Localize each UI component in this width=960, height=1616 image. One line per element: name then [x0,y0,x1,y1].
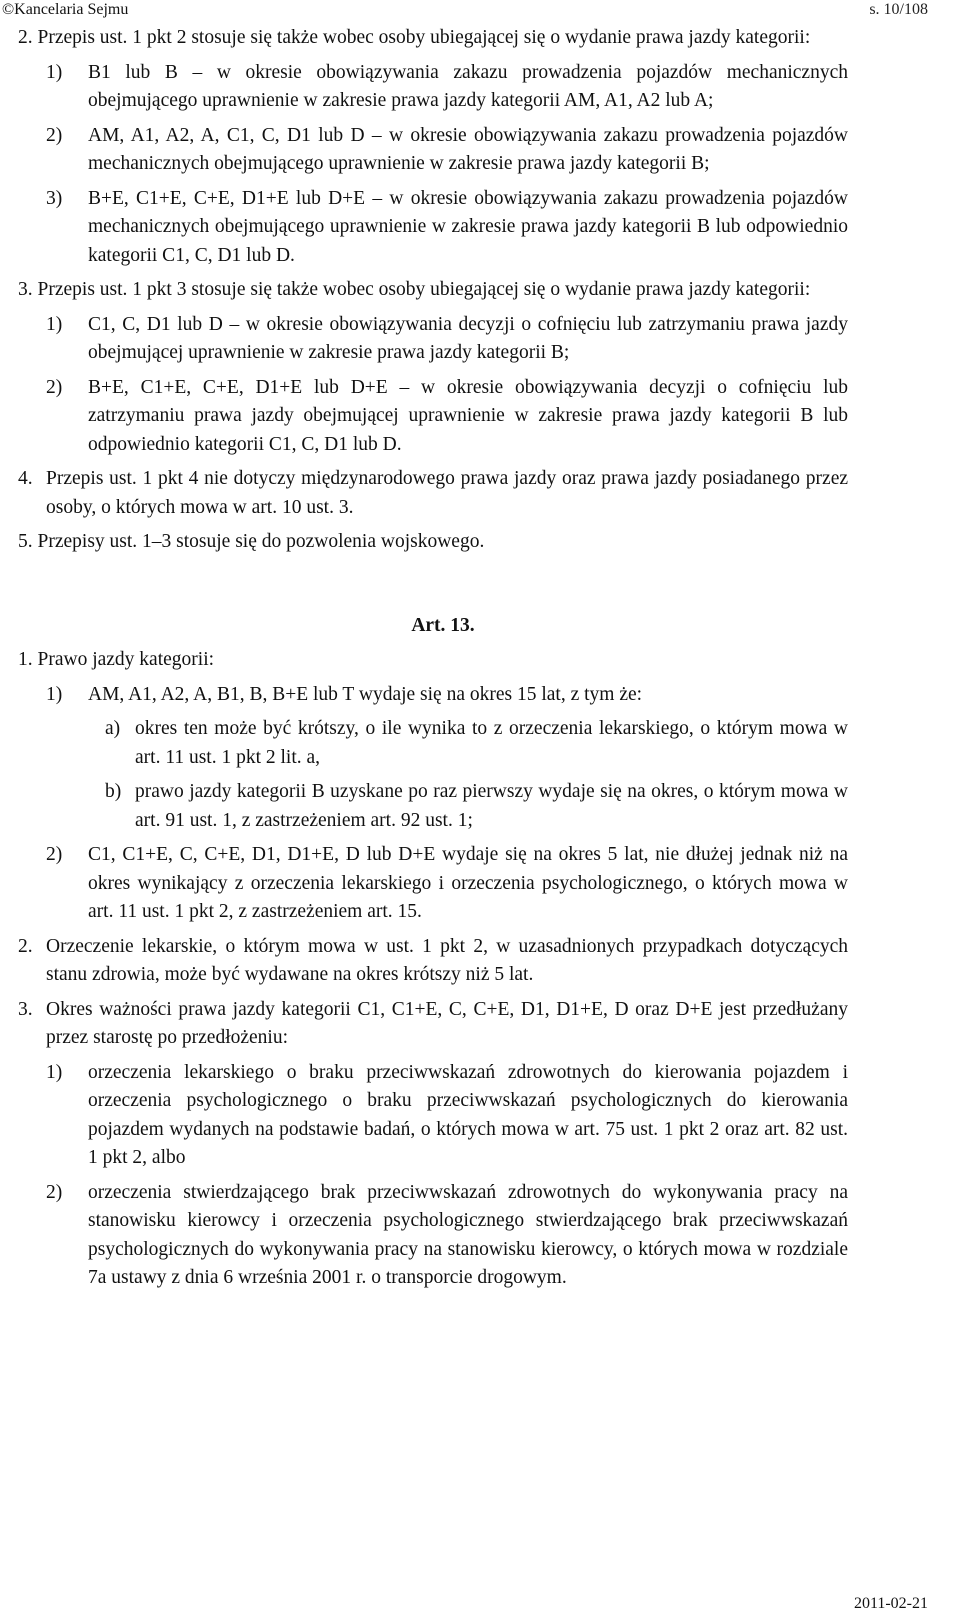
subitem-num: b) [105,781,122,802]
footer-date: 2011-02-21 [853,1595,928,1612]
article-para-1 [18,646,848,675]
article-para-1-item-2 [18,841,848,927]
para-text: Orzeczenie lekarskie, o którym mowa w ust. 1 pkt 2, w uzasadnionych przypadkach dotyczących stanu zdrowia, może być wydawane na okres krótszy niż 5 lat. [46,935,848,985]
section-3 [18,276,848,305]
item-text: orzeczenia stwierdzającego brak przeciwwskazań zdrowotnych do wykonywania pracy na stanowisku kierowcy i orzeczenia psychologicznego stwierdzającego brak przeciwwskazań psychologicznych do wykonywania pracy na stanowisku kierowcy, o których mowa w rozdziale 7a ustawy z dnia 6 września 2001 r. o transporcie drogowym. [88,1181,848,1288]
item-text: C1, C1+E, C, C+E, D1, D1+E, D lub D+E wydaje się na okres 5 lat, nie dłużej jednak niż na okres wynikający z orzeczenia lekarskiego i orzeczenia psychologicznego, o których mowa w art. 11 ust. 1 pkt 2, z zastrzeżeniem art. 15. [88,844,848,922]
item-num: 2) [46,1181,63,1203]
section-4-text: Przepis ust. 1 pkt 4 nie dotyczy międzynarodowego prawa jazdy oraz prawa jazdy posiadanego przez osoby, o których mowa w art. 10 ust. 3. [46,468,848,518]
item-text: orzeczenia lekarskiego o braku przeciwwskazań zdrowotnych do kierowania pojazdem i orzeczenia psychologicznego o braku przeciwwskazań psychologicznych do kierowania pojazdem wydanych na podstawie badań, o których mowa w art. 75 ust. 1 pkt 2 oraz art. 82 ust. 1 pkt 2, albo [88,1061,848,1168]
item-text: AM, A1, A2, A, C1, C, D1 lub D – w okresie obowiązywania zakazu prowadzenia pojazdów mechanicznych obejmującego uprawnienie w zakresie prawa jazdy kategorii B; [88,124,848,174]
para-text: Okres ważności prawa jazdy kategorii C1, C1+E, C, C+E, D1, D1+E, D oraz D+E jest przedłużany przez starostę po przedłożeniu: [46,998,848,1048]
item-text: C1, C, D1 lub D – w okresie obowiązywania decyzji o cofnięciu lub zatrzymaniu prawa jazdy obejmującej uprawnienie w zakresie prawa jazdy kategorii B; [88,313,848,363]
item-text: B+E, C1+E, C+E, D1+E lub D+E – w okresie obowiązywania decyzji o cofnięciu lub zatrzymaniu prawa jazdy obejmującej uprawnienie w zakresie prawa jazdy kategorii B lub odpowiednio kategorii C1, C, D1 lub D. [88,376,848,455]
article-para-3 [18,996,848,1053]
item-num: 1) [46,683,63,705]
item-num: 2) [46,844,63,865]
section-4-num: 4. [18,468,33,489]
item-text: B1 lub B – w okresie obowiązywania zakazu prowadzenia pojazdów mechanicznych obejmującego uprawnienie w zakresie prawa jazdy kategorii AM, A1, A2 lub A; [88,61,848,111]
para-num: 1. [18,649,33,670]
item-text: B+E, C1+E, C+E, D1+E lub D+E – w okresie obowiązywania zakazu prowadzenia pojazdów mechanicznych obejmującego uprawnienie w zakresie prawa jazdy kategorii B lub odpowiednio kategorii C1, C, D1 lub D. [88,187,848,266]
section-4 [18,465,848,522]
section-5 [18,528,848,557]
article-para-3-item-2 [18,1179,848,1293]
subitem-text: okres ten może być krótszy, o ile wynika to z orzeczenia lekarskiego, o którym mowa w art. 11 ust. 1 pkt 2 lit. a, [135,718,848,768]
section-2-num: 2. [18,27,33,48]
item-num: 2) [46,124,63,146]
item-num: 3) [46,187,63,209]
para-num: 2. [18,935,33,957]
article-title: Art. 13. [411,614,475,636]
document-body [18,24,848,1293]
section-3-item-2 [18,374,848,460]
page-number: s. 10/108 [869,1,928,18]
subitem-text: prawo jazdy kategorii B uzyskane po raz pierwszy wydaje się na okres, o którym mowa w art. 91 ust. 1, z zastrzeżeniem art. 92 ust. 1; [135,781,848,831]
item-num: 1) [46,313,63,335]
article-para-1-item-1 [18,681,848,710]
article-para-1-item-1-sub-b [18,778,848,835]
section-2-item-2 [18,122,848,179]
section-3-item-1 [18,311,848,368]
item-num: 1) [46,61,63,83]
section-2-text: Przepis ust. 1 pkt 2 stosuje się także wobec osoby ubiegającej się o wydanie prawa jazdy kategorii: [37,27,811,48]
article-para-2 [18,933,848,990]
para-num: 3. [18,998,33,1020]
subitem-num: a) [105,718,121,739]
para-text: Prawo jazdy kategorii: [37,649,215,670]
section-2 [18,24,848,53]
section-2-item-3 [18,185,848,271]
article-para-3-item-1 [18,1059,848,1173]
section-3-num: 3. [18,279,33,300]
header-source: ©Kancelaria Sejmu [2,1,129,18]
item-num: 2) [46,376,63,398]
item-text: AM, A1, A2, A, B1, B, B+E lub T wydaje się na okres 15 lat, z tym że: [88,683,643,705]
article-para-1-item-1-sub-a [18,715,848,772]
section-5-num: 5. [18,531,33,552]
section-3-text: Przepis ust. 1 pkt 3 stosuje się także wobec osoby ubiegającej się o wydanie prawa jazdy kategorii: [37,279,811,300]
section-5-text: Przepisy ust. 1–3 stosuje się do pozwolenia wojskowego. [37,531,485,552]
section-2-item-1 [18,59,848,116]
item-num: 1) [46,1061,63,1083]
